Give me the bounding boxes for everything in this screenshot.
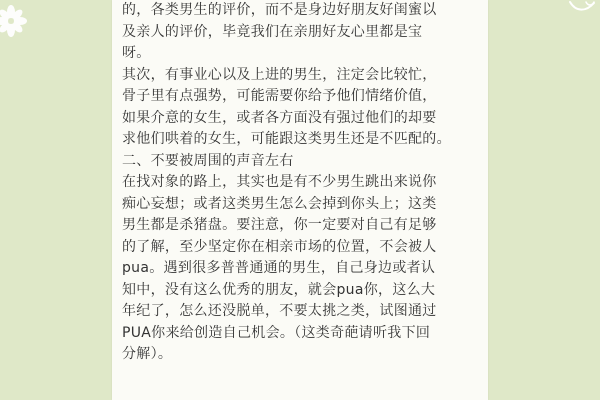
text-line: 其次，有事业心以及上进的男生，注定会比较忙， (122, 66, 437, 83)
text-line: 年纪了，怎么还没脱单，不要太挑之类，试图通过 (122, 303, 437, 319)
text-line: 求他们哄着的女生，可能跟这类男生还是不匹配的。 (122, 131, 451, 147)
text-line: 男生都是杀猪盘。要注意，你一定要对自己有足够 (122, 217, 437, 233)
text-line: 骨子里有点强势，可能需要你给予他们情绪价值， (122, 88, 437, 104)
article-text (122, 0, 482, 366)
text-line: 如果介意的女生，或者各方面没有强过他们的却要 (122, 109, 437, 126)
text-line: 及亲人的评价，毕竟我们在亲朋好友心里都是宝 (122, 23, 423, 40)
swirl-icon (568, 0, 596, 14)
article-page (112, 0, 488, 400)
text-line: 痴心妄想；或者这类男生怎么会掉到你头上；这类 (122, 195, 437, 212)
left-border (0, 0, 112, 400)
text-line: PUA你来给创造自己机会。（这类奇葩请听我下回 (122, 324, 431, 341)
text-line: 知中，没有这么优秀的朋友，就会pua你，这么大 (122, 281, 436, 298)
text-line: 二、不要被周围的声音左右 (122, 152, 294, 169)
flower-icon (0, 4, 28, 38)
text-line: 呀。 (122, 45, 151, 61)
text-line: 的了解，至少坚定你在相亲市场的位置，不会被人 (122, 238, 437, 255)
text-line: pua。遇到很多普普通通的男生，自己身边或者认 (122, 260, 436, 276)
text-line: 在找对象的路上，其实也是有不少男生跳出来说你 (122, 174, 437, 190)
text-line: 的，各类男生的评价，而不是身边好朋友好闺蜜以 (122, 2, 437, 18)
right-border (488, 0, 600, 400)
text-line: 分解）。 (122, 346, 173, 362)
